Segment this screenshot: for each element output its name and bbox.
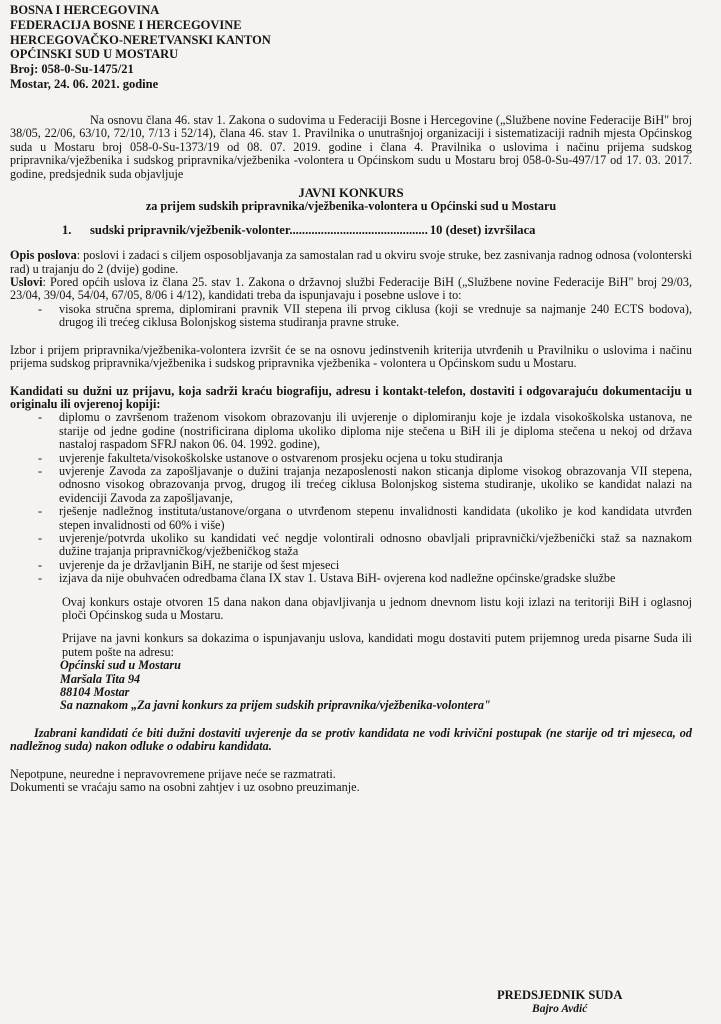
documents-return-note: Dokumenti se vraćaju samo na osobni zahtjev i uz osobno preuzimanje. [10,780,360,795]
header-court: OPĆINSKI SUD U MOSTARU [10,47,179,62]
position-label: sudski pripravnik/vježbenik-volonter............................................ [90,222,428,237]
list-item: - visoka stručna sprema, diplomirani pravnik VII stepena ili prvog ciklusa (koji se vrednuje sa najmanje 240 ECTS bodova), drugog ili trećeg ciklusa Bolonjskog sistema studiranja pravne struke. [42,303,692,330]
conditions-label: Uslovi [10,275,43,290]
list-item: - diplomu o završenom traženom visokom obrazovanju ili uvjerenje o diplomiranju koje je izdala visokoškolska ustanova, ne starije od jedne godine (nostrificirana diploma ukoliko diploma nije stečena u BiH ili je diploma stečena u nekoj od država nastaloj raspadom SFRJ nakon 06. 04. 1992. godine), [42,411,692,451]
header-date: Mostar, 24. 06. 2021. godine [10,76,159,91]
signature-block [497,988,622,1016]
selected-candidates-notice: Izabrani kandidati će biti dužni dostaviti uvjerenje da se protiv kandidata ne vodi krivični postupak (ne starije od tri mjeseca, od nadležnog suda) nakon odluke o odabiru kandidata. [10,725,692,754]
header-country: BOSNA I HERCEGOVINA [10,3,160,17]
list-item: - uvjerenje/potvrda ukoliko su kandidati već negdje volontirali odnosno obavljali pripravnički/vježbenički staž sa naznakom dužine trajanja pripravničkog/vježbeničkog staža [42,532,692,559]
signature-name: Bajro Avdić [532,1003,588,1015]
deadline-paragraph: Ovaj konkurs ostaje otvoren 15 dana nakon dana objavljivanja u jednom dnevnom listu koji izlazi na teritoriji BiH i oglasnoj ploči Općinskog suda u Mostaru. [62,594,692,622]
address-court-name: Općinski sud u Mostaru [60,658,181,673]
court-address [10,659,692,713]
conditions-list [10,303,692,330]
job-description [10,249,692,276]
document-title: JAVNI KONKURS [298,186,404,201]
job-description-label: Opis poslova [10,248,77,263]
document-body [10,114,692,794]
list-item: - uvjerenje Zavoda za zapošljavanje o dužini trajanja nezaposlenosti nakon sticanja diplome visokog obrazovanja VII stepena, odnosno visokog obrazovanja prvog, drugog ili trećeg ciklusa Bolonjskog sistema studiranje, ukoliko se kandidat nalazi na evidenciji Zavoda za zapošljavanje, [42,465,692,505]
list-item: - uvjerenje fakulteta/visokoškolske ustanove o ostvarenom prosjeku ocjena u toku studiranja [42,452,692,465]
conditions [10,276,692,303]
address-notation: Sa naznakom „Za javni konkurs za prijem sudskih pripravnika/vježbenika-volontera" [60,698,491,713]
list-item: - rješenje nadležnog instituta/ustanove/organa o utvrđenom stepenu invalidnosti kandidata (ukoliko je kod kandidata utvrđen stepen invalidnosti od 60% i više) [42,505,692,532]
header-canton: HERCEGOVAČKO-NERETVANSKI KANTON [10,32,271,47]
intro-paragraph: Na osnovu člana 46. stav 1. Zakona o sudovima u Federaciji Bosne i Hercegovine („Službene novine Federacije BiH" broj 38/05, 22/06, 63/10, 72/10, 7/13 i 52/14), člana 46. stav 1. Pravilnika o unutrašnjoj organizaciji i sistematizaciji radnih mjesta Općinskog suda u Mostaru broj 058-0-Su-1373/19 od 08. 07. 2019. godine i člana 4. Pravilnika o uslovima i načinu prijema sudskog pripravnika/vježbenika i sudskog pripravnika/vježbenika -volontera u Općinskom sudu u Mostaru broj 058-0-Su-497/17 od 17. 03. 2017. godine, predsjednik suda objavljuje [10,113,692,181]
position-line [62,224,692,237]
job-description-text: : poslovi i zadaci s ciljem osposobljavanja za samostalan rad u okviru svoje struke, bez zasnivanja radnog odnosa (volonterski rad) u trajanju do 2 (dvije) godine. [10,248,692,276]
header-reference-number: Broj: 058-0-Su-1475/21 [10,62,134,77]
incomplete-applications-note: Nepotpune, neuredne i nepravovremene prijave neće se razmatrati. [10,766,336,781]
conditions-text: : Pored općih uslova iz člana 25. stav 1. Zakona o državnoj službi Federacije BiH („Službene novine Federacije BiH" broj 29/03, 23/04, 39/04, 54/04, 67/05, 8/06 i 4/12), kandidati treba da ispunjavaju i posebne uslove i to: [10,275,692,303]
submission-paragraph: Prijave na javni konkurs sa dokazima o ispunjavanju uslova, kandidati mogu dostaviti putem prijemnog ureda pisarne Suda ili putem pošte na adresu: [62,631,692,659]
list-item: - uvjerenje da je državljanin BiH, ne starije od šest mjeseci [42,559,692,572]
list-item: - izjava da nije obuhvaćen odredbama člana IX stav 1. Ustava BiH- ovjerena kod nadležne općinske/gradske službe [42,572,692,585]
documentation-heading: Kandidati su dužni uz prijavu, koja sadrži kraću biografiju, adresu i kontakt-telefon, dostaviti i odgovarajuću dokumentaciju u originalu ili ovjerenoj kopiji: [10,383,692,411]
address-street: Maršala Tita 94 [60,671,141,686]
document-subtitle: za prijem sudskih pripravnika/vježbenika-volontera u Općinski sud u Mostaru [145,199,557,214]
selection-paragraph: Izbor i prijem pripravnika/vježbenika-volontera izvršit će se na osnovu jedinstvenih kriterija utvrđenih u Pravilniku o uslovima i načinu prijema sudskog pripravnika/vježbenika i sudskog pripravnika vježbenika - volontera u Općinskom sudu u Mostaru. [10,342,692,371]
header-federation: FEDERACIJA BOSNE I HERCEGOVINE [10,17,242,32]
document-header [10,3,271,92]
address-city: 88104 Mostar [60,685,130,700]
documentation-list [10,411,692,585]
signature-title: PREDSJEDNIK SUDA [497,988,623,1002]
position-count: 10 (deset) izvršilaca [429,222,536,237]
position-number: 1. [62,222,72,237]
